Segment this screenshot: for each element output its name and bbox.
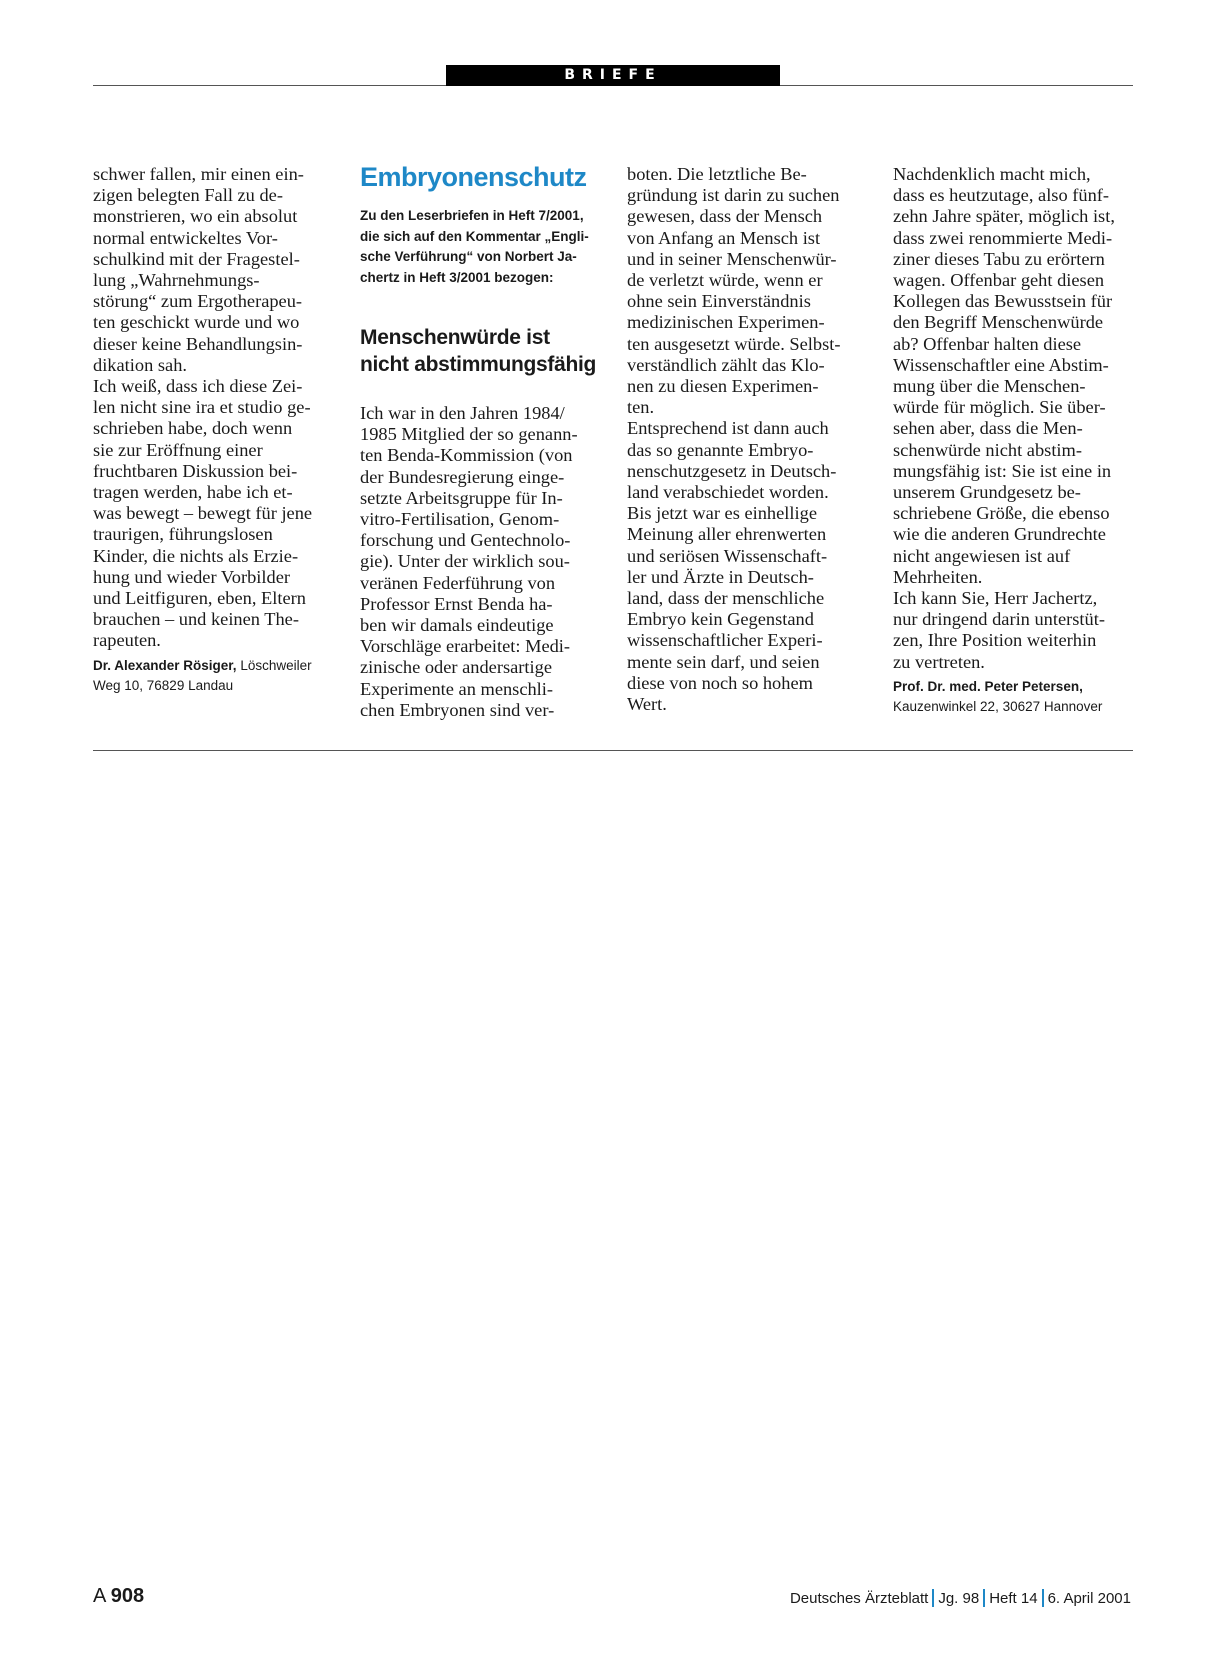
- journal-issue: Heft 14: [989, 1589, 1038, 1607]
- journal-name: Deutsches Ärzteblatt: [789, 1589, 929, 1607]
- topic-intro: Zu den Leserbriefen in Heft 7/2001, die sich auf den Kommentar „Engli- sche Verführung“ von Norbert Ja- chertz in Heft 3/2001 bezogen:: [360, 208, 589, 285]
- signature: [893, 677, 1139, 717]
- separator: [983, 1589, 985, 1607]
- bottom-rule: [93, 750, 1133, 751]
- letter-heading: Menschenwürde ist nicht abstimmungsfähig: [360, 326, 597, 376]
- page-prefix: A: [93, 1585, 111, 1607]
- signature-name: Dr. Alexander Rösiger,: [93, 657, 237, 673]
- signature-name: Prof. Dr. med. Peter Petersen,: [893, 678, 1083, 694]
- page-number: [93, 1585, 144, 1608]
- letter-text: boten. Die letztliche Be- gründung ist darin zu suchen gewesen, dass der Mensch von Anfang an Mensch ist und in seiner Menschenwür- de verletzt würde, wenn er ohne sein Einverständnis medizinischen Experimen- ten ausgesetzt würde. Selbst- verständlich zählt das Klo- nen zu diesen Experimen- ten. Entsprechend ist dann auch das so genannte Embryo- nenschutzgesetz in Deutsch- land verabschiedet worden. Bis jetzt war es einhellige Meinung aller ehrenwerten und seriösen Wissenschaft- ler und Ärzte in Deutsch- land, dass der menschliche Embryo kein Gegenstand wissenschaftlicher Experi- mente sein darf, und seien diese von noch so hohem Wert.: [627, 164, 841, 715]
- letter-text: schwer fallen, mir einen ein- zigen belegten Fall zu de- monstrieren, wo ein absolut normal entwickeltes Vor- schulkind mit der Fragestel- lung „Wahrnehmungs- störung“ zum Ergotherapeu- ten geschickt wurde und wo dieser keine Behandlungsin- dikation sah. Ich weiß, dass ich diese Zei- len nicht sine ira et studio ge- schrieben habe, doch wenn sie zur Eröffnung einer fruchtbaren Diskussion bei- tragen werden, habe ich et- was bewegt – bewegt für jene traurigen, führungslosen Kinder, die nichts als Erzie- hung und wieder Vorbilder und Leitfiguren, eben, Eltern brauchen – und keinen The- rapeuten.: [93, 164, 313, 651]
- column-3: [627, 164, 873, 715]
- journal-date: 6. April 2001: [1047, 1589, 1131, 1607]
- topic-title: Embryonenschutz: [360, 162, 587, 192]
- column-2: [360, 164, 606, 721]
- letter-text: Nachdenklich macht mich, dass es heutzutage, also fünf- zehn Jahre später, möglich ist, dass zwei renommierte Medi- ziner dieses Tabu zu erörtern wagen. Offenbar geht diesen Kollegen das Bewusstsein für den Begriff Menschenwürde ab? Offenbar halten diese Wissenschaftler eine Abstim- mung über die Menschen- würde für möglich. Sie über- sehen aber, dass die Men- schenwürde nicht abstim- mungsfähig ist: Sie ist eine in unserem Grundgesetz be- schriebene Größe, die ebenso wie die anderen Grundrechte nicht angewiesen ist auf Mehrheiten. Ich kann Sie, Herr Jachertz, nur dringend darin unterstüt- zen, Ihre Position weiterhin zu vertreten.: [893, 164, 1115, 672]
- signature: [93, 656, 339, 696]
- page-number-value: 908: [110, 1585, 145, 1607]
- column-1: [93, 164, 339, 696]
- journal-volume: Jg. 98: [938, 1589, 980, 1607]
- letter-text: Ich war in den Jahren 1984/ 1985 Mitglied der so genann- ten Benda-Kommission (von der Bundesregierung einge- setzte Arbeitsgruppe für In- vitro-Fertilisation, Genom- forschung und Gentechnolo- gie). Unter der wirklich sou- veränen Federführung von Professor Ernst Benda ha- ben wir damals eindeutige Vorschläge erarbeitet: Medi- zinische oder andersartige Experimente an menschli- chen Embryonen sind ver-: [360, 403, 578, 720]
- separator: [932, 1589, 934, 1607]
- separator: [1042, 1589, 1044, 1607]
- section-banner: BRIEFE: [446, 65, 780, 86]
- signature-address: Löschweiler Weg 10, 76829 Landau: [93, 657, 312, 693]
- signature-address: Kauzenwinkel 22, 30627 Hannover: [893, 698, 1103, 714]
- column-4: [893, 164, 1139, 717]
- footer-citation: [790, 1589, 1131, 1607]
